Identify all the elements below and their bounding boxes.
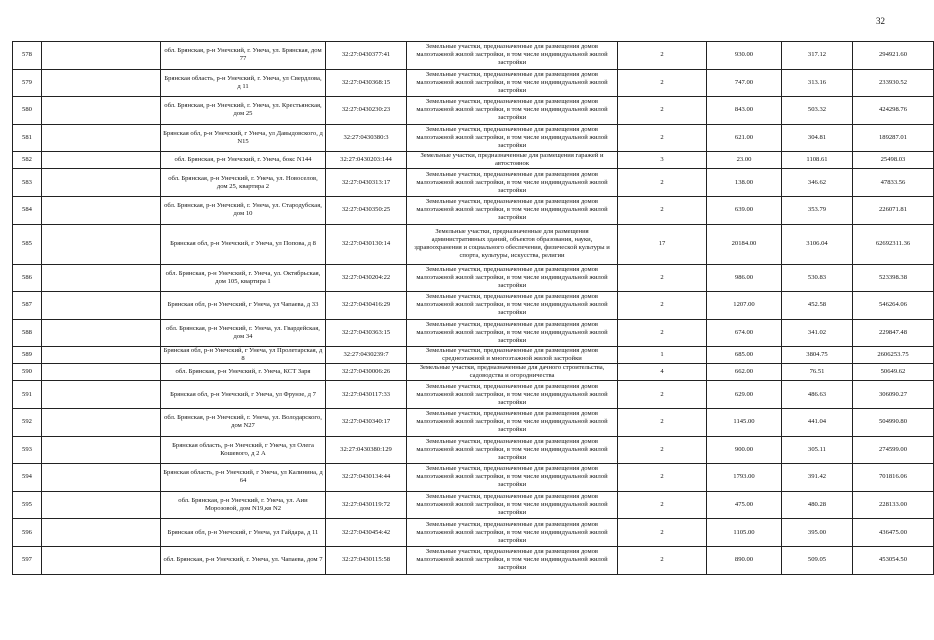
empty-cell (42, 97, 161, 125)
specific-value-cell: 346.62 (782, 169, 853, 197)
permitted-use-cell: Земельные участки, предназначенные для размещения административных зданий, объектов образования, науки, здравоохранения и социального обеспечения, физической культуры и спорта, культуры, искусства, религии (407, 224, 618, 264)
table-row (13, 464, 934, 492)
empty-cell (42, 264, 161, 292)
address-cell: Брянская обл, р-н Унечский, г Унеча, ул Фрунзе, д 7 (161, 381, 326, 409)
use-group-cell: 2 (618, 408, 707, 436)
table-row (13, 319, 934, 347)
cadastral-cost-cell: 62692311.36 (853, 224, 934, 264)
cadastral-number-cell: 32:27:0430119:72 (326, 491, 407, 519)
permitted-use-cell: Земельные участки, предназначенные для размещения домов малоэтажной жилой застройки, в том числе индивидуальной жилой застройки (407, 169, 618, 197)
area-cell: 843.00 (707, 97, 782, 125)
cadastral-cost-cell: 228133.00 (853, 491, 934, 519)
cadastral-number-cell: 32:27:0430313:17 (326, 169, 407, 197)
permitted-use-cell: Земельные участки, предназначенные для размещения домов малоэтажной жилой застройки, в том числе индивидуальной жилой застройки (407, 491, 618, 519)
permitted-use-cell: Земельные участки, предназначенные для размещения домов малоэтажной жилой застройки, в том числе индивидуальной жилой застройки (407, 546, 618, 574)
row-number: 580 (13, 97, 42, 125)
cadastral-cost-cell: 189287.01 (853, 124, 934, 152)
specific-value-cell: 353.79 (782, 196, 853, 224)
use-group-cell: 2 (618, 464, 707, 492)
table-row (13, 169, 934, 197)
land-plot-table (12, 41, 934, 575)
cadastral-cost-cell: 229847.48 (853, 319, 934, 347)
area-cell: 685.00 (707, 347, 782, 364)
cadastral-number-cell: 32:27:0430115:58 (326, 546, 407, 574)
cadastral-cost-cell: 233930.52 (853, 69, 934, 97)
area-cell: 23.00 (707, 152, 782, 169)
use-group-cell: 2 (618, 42, 707, 70)
cadastral-number-cell: 32:27:0430340:17 (326, 408, 407, 436)
cadastral-cost-cell: 274599.00 (853, 436, 934, 464)
use-group-cell: 3 (618, 152, 707, 169)
area-cell: 1207.00 (707, 292, 782, 320)
table-body (13, 42, 934, 575)
table-row (13, 97, 934, 125)
row-number: 590 (13, 364, 42, 381)
use-group-cell: 2 (618, 69, 707, 97)
row-number: 592 (13, 408, 42, 436)
use-group-cell: 4 (618, 364, 707, 381)
use-group-cell: 2 (618, 519, 707, 547)
empty-cell (42, 292, 161, 320)
empty-cell (42, 347, 161, 364)
cadastral-cost-cell: 504990.80 (853, 408, 934, 436)
empty-cell (42, 69, 161, 97)
use-group-cell: 2 (618, 196, 707, 224)
area-cell: 986.00 (707, 264, 782, 292)
specific-value-cell: 317.12 (782, 42, 853, 70)
area-cell: 138.00 (707, 169, 782, 197)
address-cell: Брянская обл, р-н Унечский, г Унеча, ул Чапаева, д 33 (161, 292, 326, 320)
address-cell: обл. Брянская, р-н Унечский, г. Унеча, ул. Брянская, дом 77 (161, 42, 326, 70)
cadastral-number-cell: 32:27:0430380:3 (326, 124, 407, 152)
cadastral-cost-cell: 50649.62 (853, 364, 934, 381)
cadastral-cost-cell: 47833.56 (853, 169, 934, 197)
empty-cell (42, 436, 161, 464)
address-cell: обл. Брянская, р-н Унечский, г. Унеча, ул. Володарского, дом N27 (161, 408, 326, 436)
area-cell: 747.00 (707, 69, 782, 97)
cadastral-cost-cell: 424298.76 (853, 97, 934, 125)
address-cell: обл. Брянская, р-н Унечский, г. Унеча, ул. Чапаева, дом 7 (161, 546, 326, 574)
area-cell: 1793.00 (707, 464, 782, 492)
address-cell: обл. Брянская, р-н Унечский, г. Унеча, ул. Новоселов, дом 25, квартира 2 (161, 169, 326, 197)
table-row (13, 364, 934, 381)
address-cell: Брянская область, р-н Унечский, г Унеча, ул Калинина, д 64 (161, 464, 326, 492)
row-number: 583 (13, 169, 42, 197)
cadastral-cost-cell: 2606253.75 (853, 347, 934, 364)
permitted-use-cell: Земельные участки, предназначенные для размещения домов малоэтажной жилой застройки, в том числе индивидуальной жилой застройки (407, 69, 618, 97)
empty-cell (42, 364, 161, 381)
permitted-use-cell: Земельные участки, предназначенные для размещения домов малоэтажной жилой застройки, в том числе индивидуальной жилой застройки (407, 264, 618, 292)
use-group-cell: 2 (618, 436, 707, 464)
empty-cell (42, 381, 161, 409)
empty-cell (42, 408, 161, 436)
row-number: 597 (13, 546, 42, 574)
address-cell: обл. Брянская, р-н Унечский, г. Унеча, ул. Гвардейская, дом 34 (161, 319, 326, 347)
empty-cell (42, 464, 161, 492)
row-number: 588 (13, 319, 42, 347)
address-cell: Брянская обл, р-н Унечский, г Унеча, ул Пролетарская, д 8 (161, 347, 326, 364)
table-row (13, 436, 934, 464)
use-group-cell: 2 (618, 491, 707, 519)
table-row (13, 347, 934, 364)
use-group-cell: 2 (618, 546, 707, 574)
address-cell: обл. Брянская, р-н Унечский, г. Унеча, ул. Стародубская, дом 10 (161, 196, 326, 224)
specific-value-cell: 341.02 (782, 319, 853, 347)
empty-cell (42, 319, 161, 347)
row-number: 595 (13, 491, 42, 519)
row-number: 596 (13, 519, 42, 547)
use-group-cell: 2 (618, 292, 707, 320)
area-cell: 621.00 (707, 124, 782, 152)
page-number: 32 (876, 16, 885, 26)
cadastral-cost-cell: 523398.38 (853, 264, 934, 292)
table-row (13, 408, 934, 436)
use-group-cell: 2 (618, 319, 707, 347)
area-cell: 930.00 (707, 42, 782, 70)
area-cell: 674.00 (707, 319, 782, 347)
address-cell: Брянская обл, р-н Унечский, г Унеча, ул Попова, д 8 (161, 224, 326, 264)
address-cell: обл. Брянская, р-н Унечский, г. Унеча, КСТ Заря (161, 364, 326, 381)
empty-cell (42, 546, 161, 574)
use-group-cell: 2 (618, 124, 707, 152)
row-number: 593 (13, 436, 42, 464)
specific-value-cell: 486.63 (782, 381, 853, 409)
address-cell: обл. Брянская, р-н Унечский, г. Унеча, бокс N144 (161, 152, 326, 169)
cadastral-cost-cell: 294921.60 (853, 42, 934, 70)
address-cell: обл. Брянская, р-н Унечский, г. Унеча, ул. Аии Морозовой, дом N19,кв N2 (161, 491, 326, 519)
empty-cell (42, 152, 161, 169)
specific-value-cell: 452.58 (782, 292, 853, 320)
permitted-use-cell: Земельные участки, предназначенные для размещения домов среднеэтажной и многоэтажной жилой застройки (407, 347, 618, 364)
address-cell: Брянская обл, р-н Унечский, г Унеча, ул Давыдовского, д N15 (161, 124, 326, 152)
permitted-use-cell: Земельные участки, предназначенные для размещения домов малоэтажной жилой застройки, в том числе индивидуальной жилой застройки (407, 97, 618, 125)
area-cell: 639.00 (707, 196, 782, 224)
permitted-use-cell: Земельные участки, предназначенные для размещения домов малоэтажной жилой застройки, в том числе индивидуальной жилой застройки (407, 381, 618, 409)
cadastral-cost-cell: 701816.06 (853, 464, 934, 492)
specific-value-cell: 1108.61 (782, 152, 853, 169)
cadastral-number-cell: 32:27:0430380:129 (326, 436, 407, 464)
table-row (13, 69, 934, 97)
permitted-use-cell: Земельные участки, предназначенные для размещения домов малоэтажной жилой застройки, в том числе индивидуальной жилой застройки (407, 464, 618, 492)
use-group-cell: 2 (618, 381, 707, 409)
specific-value-cell: 3804.75 (782, 347, 853, 364)
table-row (13, 42, 934, 70)
row-number: 584 (13, 196, 42, 224)
row-number: 587 (13, 292, 42, 320)
cadastral-number-cell: 32:27:0430006:26 (326, 364, 407, 381)
specific-value-cell: 503.32 (782, 97, 853, 125)
area-cell: 890.00 (707, 546, 782, 574)
cadastral-cost-cell: 25498.03 (853, 152, 934, 169)
cadastral-cost-cell: 436475.00 (853, 519, 934, 547)
use-group-cell: 17 (618, 224, 707, 264)
cadastral-number-cell: 32:27:0430368:15 (326, 69, 407, 97)
row-number: 589 (13, 347, 42, 364)
cadastral-number-cell: 32:27:0430239:7 (326, 347, 407, 364)
row-number: 581 (13, 124, 42, 152)
cadastral-number-cell: 32:27:0430204:22 (326, 264, 407, 292)
cadastral-number-cell: 32:27:0430134:44 (326, 464, 407, 492)
area-cell: 1145.00 (707, 408, 782, 436)
empty-cell (42, 196, 161, 224)
permitted-use-cell: Земельные участки, предназначенные для размещения гаражей и автостоянок (407, 152, 618, 169)
permitted-use-cell: Земельные участки, предназначенные для размещения домов малоэтажной жилой застройки, в том числе индивидуальной жилой застройки (407, 292, 618, 320)
permitted-use-cell: Земельные участки, предназначенные для размещения домов малоэтажной жилой застройки, в том числе индивидуальной жилой застройки (407, 519, 618, 547)
row-number: 579 (13, 69, 42, 97)
table-row (13, 546, 934, 574)
specific-value-cell: 509.05 (782, 546, 853, 574)
area-cell: 629.00 (707, 381, 782, 409)
cadastral-cost-cell: 546264.06 (853, 292, 934, 320)
permitted-use-cell: Земельные участки, предназначенные для размещения домов малоэтажной жилой застройки, в том числе индивидуальной жилой застройки (407, 436, 618, 464)
specific-value-cell: 530.83 (782, 264, 853, 292)
table-row (13, 519, 934, 547)
specific-value-cell: 441.04 (782, 408, 853, 436)
row-number: 578 (13, 42, 42, 70)
cadastral-number-cell: 32:27:0430416:29 (326, 292, 407, 320)
cadastral-number-cell: 32:27:0430363:15 (326, 319, 407, 347)
row-number: 594 (13, 464, 42, 492)
cadastral-cost-cell: 453054.50 (853, 546, 934, 574)
cadastral-number-cell: 32:27:0430130:14 (326, 224, 407, 264)
specific-value-cell: 480.28 (782, 491, 853, 519)
permitted-use-cell: Земельные участки, предназначенные для размещения домов малоэтажной жилой застройки, в том числе индивидуальной жилой застройки (407, 196, 618, 224)
cadastral-number-cell: 32:27:0430377:41 (326, 42, 407, 70)
cadastral-number-cell: 32:27:0430117:33 (326, 381, 407, 409)
use-group-cell: 2 (618, 264, 707, 292)
table-row (13, 152, 934, 169)
cadastral-number-cell: 32:27:0430350:25 (326, 196, 407, 224)
specific-value-cell: 391.42 (782, 464, 853, 492)
address-cell: Брянская обл, р-н Унечский, г Унеча, ул Гайдара, д 11 (161, 519, 326, 547)
use-group-cell: 2 (618, 97, 707, 125)
table-row (13, 264, 934, 292)
specific-value-cell: 395.00 (782, 519, 853, 547)
table-row (13, 124, 934, 152)
row-number: 591 (13, 381, 42, 409)
cadastral-number-cell: 32:27:0430203:144 (326, 152, 407, 169)
table-row (13, 292, 934, 320)
empty-cell (42, 519, 161, 547)
permitted-use-cell: Земельные участки, предназначенные для дачного строительства, садоводства и огородничества (407, 364, 618, 381)
area-cell: 475.00 (707, 491, 782, 519)
use-group-cell: 2 (618, 169, 707, 197)
specific-value-cell: 3106.04 (782, 224, 853, 264)
specific-value-cell: 305.11 (782, 436, 853, 464)
table-row (13, 224, 934, 264)
row-number: 585 (13, 224, 42, 264)
permitted-use-cell: Земельные участки, предназначенные для размещения домов малоэтажной жилой застройки, в том числе индивидуальной жилой застройки (407, 42, 618, 70)
table-row (13, 196, 934, 224)
address-cell: обл. Брянская, р-н Унечский, г. Унеча, ул. Октябрьская, дом 105, квартира 1 (161, 264, 326, 292)
area-cell: 20184.00 (707, 224, 782, 264)
specific-value-cell: 76.51 (782, 364, 853, 381)
row-number: 586 (13, 264, 42, 292)
cadastral-number-cell: 32:27:0430454:42 (326, 519, 407, 547)
permitted-use-cell: Земельные участки, предназначенные для размещения домов малоэтажной жилой застройки, в том числе индивидуальной жилой застройки (407, 408, 618, 436)
area-cell: 900.00 (707, 436, 782, 464)
cadastral-cost-cell: 306090.27 (853, 381, 934, 409)
cadastral-number-cell: 32:27:0430230:23 (326, 97, 407, 125)
permitted-use-cell: Земельные участки, предназначенные для размещения домов малоэтажной жилой застройки, в том числе индивидуальной жилой застройки (407, 319, 618, 347)
specific-value-cell: 304.81 (782, 124, 853, 152)
empty-cell (42, 124, 161, 152)
cadastral-cost-cell: 226071.81 (853, 196, 934, 224)
use-group-cell: 1 (618, 347, 707, 364)
empty-cell (42, 224, 161, 264)
empty-cell (42, 42, 161, 70)
area-cell: 662.00 (707, 364, 782, 381)
address-cell: Брянская область, р-н Унечский, г Унеча, ул Олега Кошевого, д 2 А (161, 436, 326, 464)
address-cell: Брянская область, р-н Унечский, г. Унеча, ул Свердлова, д 11 (161, 69, 326, 97)
specific-value-cell: 313.16 (782, 69, 853, 97)
table-row (13, 491, 934, 519)
empty-cell (42, 491, 161, 519)
area-cell: 1105.00 (707, 519, 782, 547)
address-cell: обл. Брянская, р-н Унечский, г. Унеча, ул. Крестьянская, дом 25 (161, 97, 326, 125)
permitted-use-cell: Земельные участки, предназначенные для размещения домов малоэтажной жилой застройки, в том числе индивидуальной жилой застройки (407, 124, 618, 152)
empty-cell (42, 169, 161, 197)
row-number: 582 (13, 152, 42, 169)
table-row (13, 381, 934, 409)
